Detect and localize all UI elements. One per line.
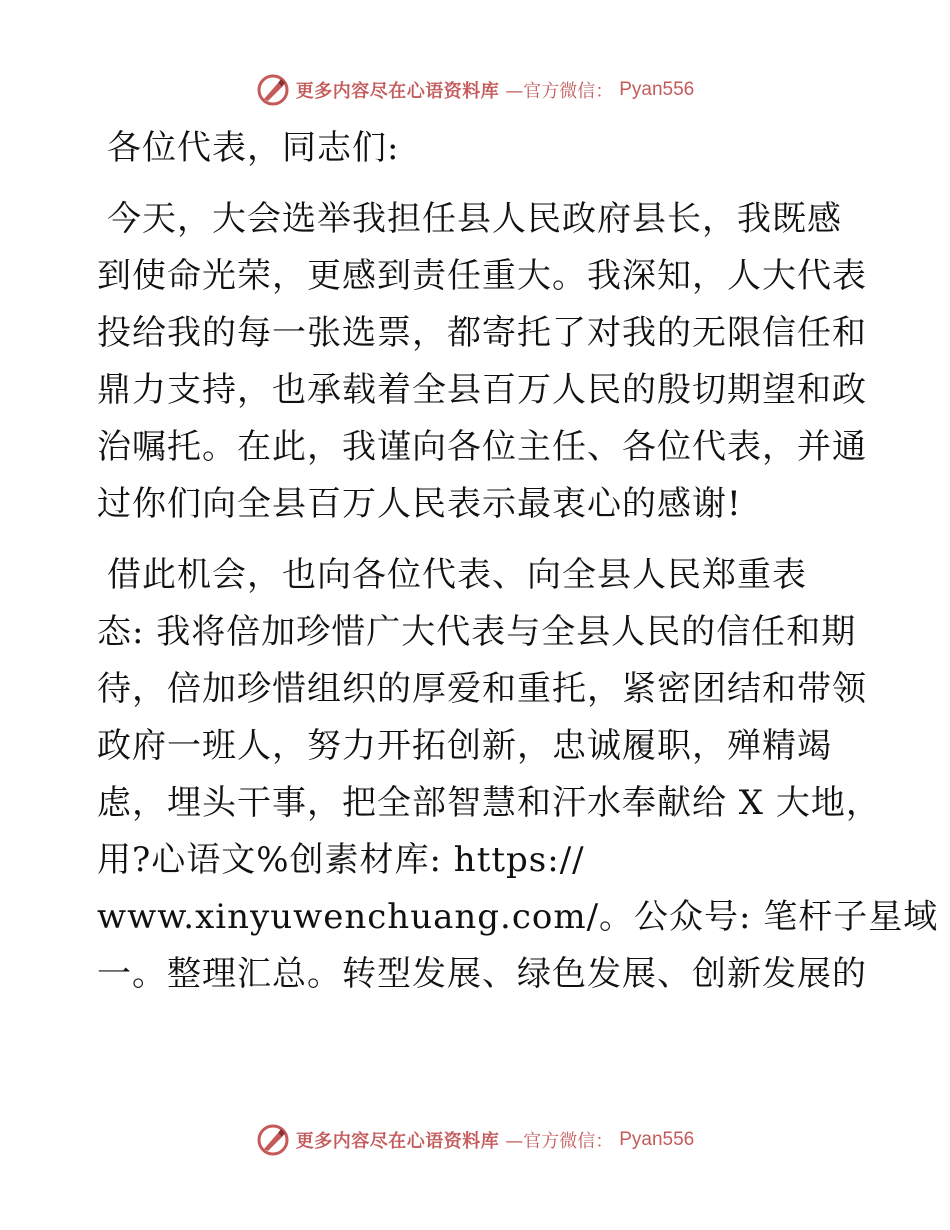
para1-line: 投给我的每一张选票，都寄托了对我的无限信任和: [97, 313, 867, 353]
pen-logo-icon: [256, 73, 290, 107]
para2-line: 用?心语文%创素材库: https://: [97, 840, 585, 880]
pen-logo-icon: [256, 1123, 290, 1157]
watermark-dash: —官方微信：: [505, 81, 614, 102]
watermark-id: Pyan556: [619, 1129, 695, 1150]
para2-line: 一。整理汇总。转型发展、绿色发展、创新发展的: [97, 954, 867, 994]
header-watermark: [0, 70, 950, 110]
para1-line: 鼎力支持，也承载着全县百万人民的殷切期望和政: [97, 370, 867, 410]
watermark-text: 更多内容尽在心语资料库: [295, 1131, 500, 1152]
para2-line: 借此机会，也向各位代表、向全县人民郑重表: [107, 555, 807, 595]
watermark-dash: —官方微信：: [505, 1131, 614, 1152]
para1-line: 到使命光荣，更感到责任重大。我深知，人大代表: [97, 256, 867, 296]
footer-watermark: [0, 1120, 950, 1160]
document-body: [97, 120, 939, 1003]
para2-line: 态: 我将倍加珍惜广大代表与全县人民的信任和期: [97, 612, 857, 652]
para2-line: 政府一班人，努力开拓创新，忠诚履职，殚精竭: [97, 726, 832, 766]
para1-line: 过你们向全县百万人民表示最衷心的感谢!: [97, 484, 742, 524]
para2-line: www.xinyuwenchuang.com/。公众号: 笔杆子星域: [97, 897, 939, 937]
watermark-id: Pyan556: [619, 79, 695, 100]
para1-line: 今天，大会选举我担任县人民政府县长，我既感: [107, 199, 842, 239]
para2-line: 待，倍加珍惜组织的厚爱和重托，紧密团结和带领: [97, 669, 867, 709]
greeting: 各位代表，同志们:: [107, 128, 400, 168]
para2-line: 虑，埋头干事，把全部智慧和汗水奉献给 X 大地，: [97, 783, 881, 823]
watermark-text: 更多内容尽在心语资料库: [295, 81, 500, 102]
para1-line: 治嘱托。在此，我谨向各位主任、各位代表，并通: [97, 427, 867, 467]
